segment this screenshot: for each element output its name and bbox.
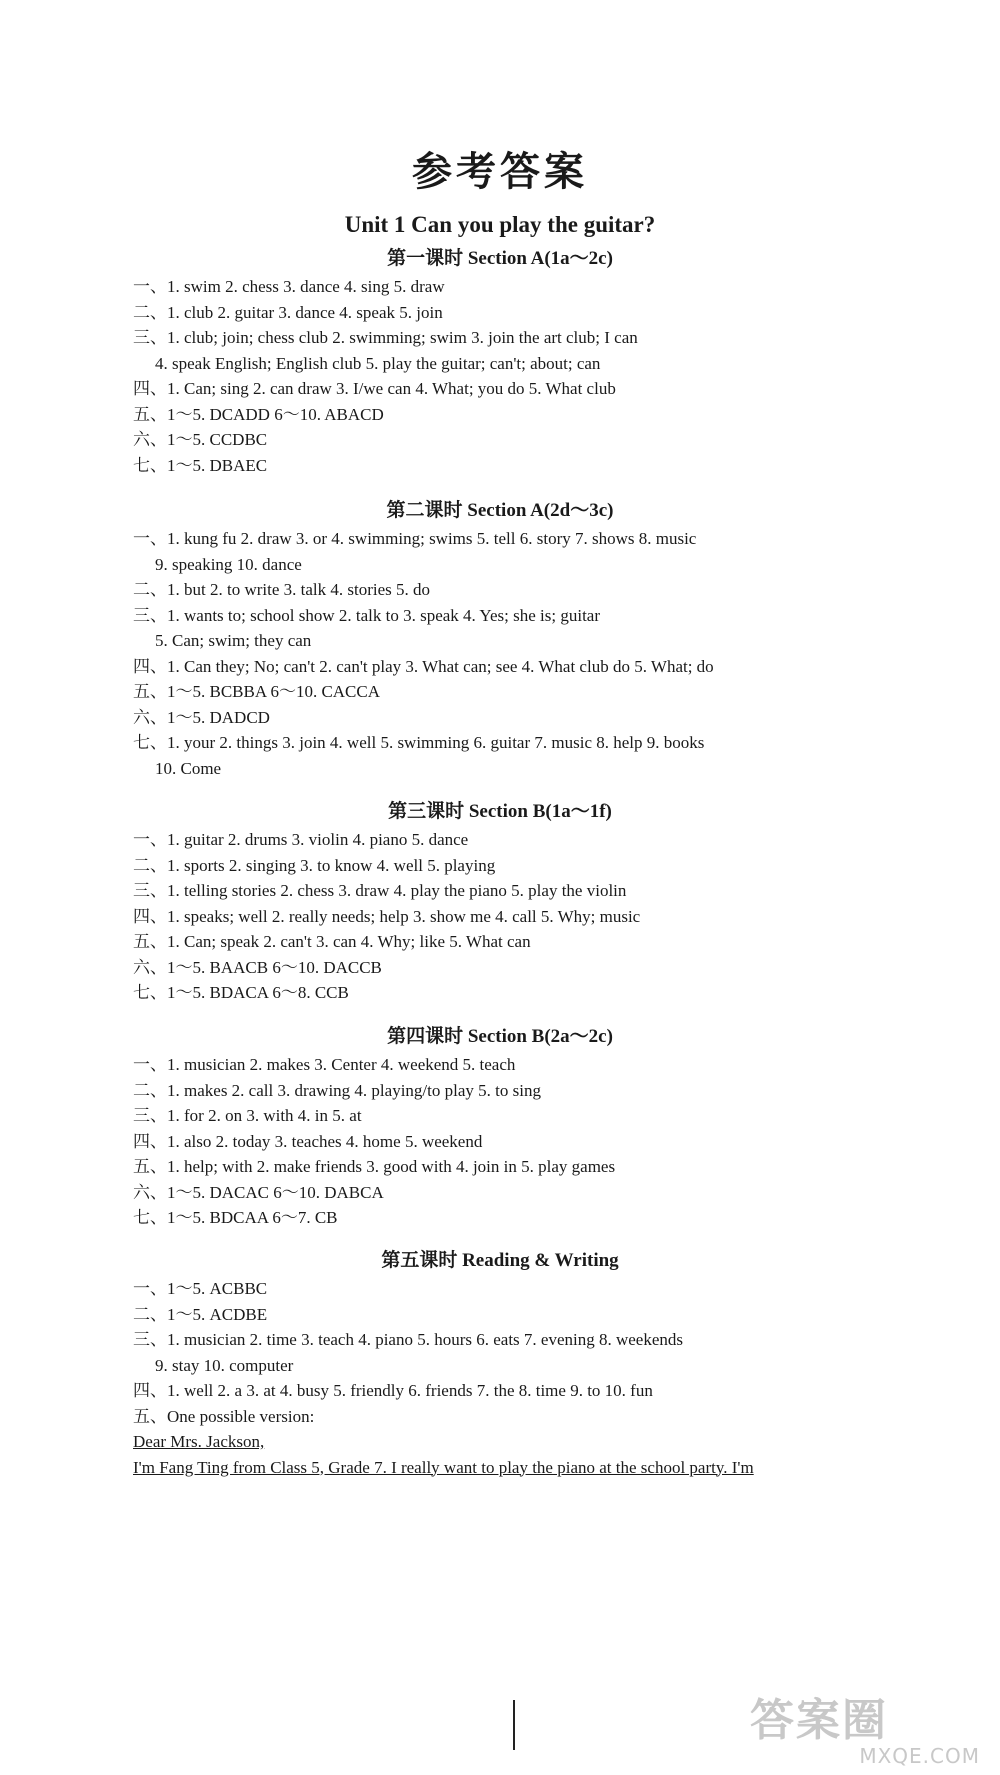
answer-line: 七、1～5. DBAEC	[133, 455, 268, 475]
answer-lines	[0, 827, 1000, 1006]
answer-line: 一、1. guitar 2. drums 3. violin 4. piano 5. dance	[133, 830, 469, 849]
answer-line: 一、1～5. ACBBC	[133, 1279, 268, 1298]
answer-line: 三、1. club; join; chess club 2. swimming; swim 3. join the art club; I can	[133, 328, 638, 347]
answer-line: 七、1～5. BDACA 6～8. CCB	[133, 983, 349, 1002]
section-lesson-3	[0, 797, 1000, 1006]
watermark-logo	[750, 1697, 980, 1767]
answer-lines	[0, 1276, 1000, 1480]
answer-line: 四、1. well 2. a 3. at 4. busy 5. friendly 6. friends 7. the 8. time 9. to 10. fun	[133, 1381, 653, 1400]
answer-line: 三、1. musician 2. time 3. teach 4. piano 5. hours 6. eats 7. evening 8. weekends	[133, 1330, 684, 1349]
answer-line: 五、1～5. BCBBA 6～10. CACCA	[133, 682, 381, 701]
answer-line: 六、1～5. DACAC 6～10. DABCA	[133, 1182, 384, 1202]
section-title: 第一课时 Section A(1a～2c)	[387, 248, 613, 269]
answer-line: 一、1. kung fu 2. draw 3. or 4. swimming; swims 5. tell 6. story 7. shows 8. music	[133, 529, 697, 548]
section-title: 第三课时 Section B(1a～1f)	[388, 801, 612, 822]
page-title: 参考答案	[412, 148, 588, 195]
watermark-text: 答案圈	[750, 1695, 888, 1746]
answer-line: 二、1～5. ACDBE	[133, 1304, 268, 1324]
answer-line: 五、1. Can; speak 2. can't 3. can 4. Why; like 5. What can	[133, 932, 531, 951]
unit-title: Unit 1 Can you play the guitar?	[344, 212, 656, 237]
section-title: 第四课时 Section B(2a～2c)	[387, 1026, 613, 1047]
answer-lines	[0, 274, 1000, 478]
answer-line: 三、1. for 2. on 3. with 4. in 5. at	[133, 1106, 362, 1125]
answer-line: 五、One possible version:	[133, 1406, 315, 1426]
answer-lines	[0, 1052, 1000, 1231]
answer-line: 四、1. Can; sing 2. can draw 3. I/we can 4. What; you do 5. What club	[133, 379, 616, 398]
letter-salutation	[0, 1429, 1000, 1455]
answer-line: 五、1～5. DCADD 6～10. ABACD	[133, 404, 384, 424]
answer-line: 5. Can; swim; they can	[155, 631, 312, 650]
answer-line: 七、1. your 2. things 3. join 4. well 5. swimming 6. guitar 7. music 8. help 9. books	[133, 733, 705, 752]
answer-line: 10. Come	[155, 758, 222, 778]
answer-lines	[0, 526, 1000, 781]
answer-line: 二、1. sports 2. singing 3. to know 4. well 5. playing	[133, 855, 496, 875]
answer-line: 一、1. musician 2. makes 3. Center 4. weekend 5. teach	[133, 1055, 516, 1074]
section-title: 第二课时 Section A(2d～3c)	[386, 500, 614, 521]
section-lesson-5	[0, 1246, 1000, 1480]
answer-line: 9. stay 10. computer	[155, 1355, 294, 1375]
answer-line: 四、1. also 2. today 3. teaches 4. home 5. weekend	[133, 1131, 483, 1151]
answer-line: 六、1～5. CCDBC	[133, 430, 268, 449]
watermark-url: MXQE.COM	[859, 1744, 980, 1768]
salutation-text: Dear Mrs. Jackson,	[133, 1432, 265, 1451]
answer-line: 三、1. telling stories 2. chess 3. draw 4. play the piano 5. play the violin	[133, 881, 627, 900]
section-lesson-1	[0, 244, 1000, 478]
answer-line: 4. speak English; English club 5. play the guitar; can't; about; can	[155, 353, 601, 373]
answer-line: 七、1～5. BDCAA 6～7. CB	[133, 1208, 338, 1227]
answer-line: 一、1. swim 2. chess 3. dance 4. sing 5. draw	[133, 277, 445, 296]
answer-line: 三、1. wants to; school show 2. talk to 3. speak 4. Yes; she is; guitar	[133, 605, 601, 625]
answer-line: 四、1. Can they; No; can't 2. can't play 3. What can; see 4. What club do 5. What; do	[133, 656, 714, 676]
body-text: I'm Fang Ting from Class 5, Grade 7. I really want to play the piano at the school party. I'm	[133, 1457, 754, 1477]
answer-line: 二、1. but 2. to write 3. talk 4. stories 5. do	[133, 580, 431, 599]
section-lesson-2	[0, 496, 1000, 781]
answer-line: 四、1. speaks; well 2. really needs; help 3. show me 4. call 5. Why; music	[133, 906, 641, 926]
section-lesson-4	[0, 1022, 1000, 1231]
answer-line: 9. speaking 10. dance	[155, 554, 302, 574]
page-divider	[513, 1700, 515, 1750]
answer-line: 五、1. help; with 2. make friends 3. good with 4. join in 5. play games	[133, 1157, 616, 1176]
answer-line: 六、1～5. DADCD	[133, 707, 270, 727]
answer-line: 二、1. makes 2. call 3. drawing 4. playing/to play 5. to sing	[133, 1080, 541, 1100]
answer-line: 二、1. club 2. guitar 3. dance 4. speak 5. join	[133, 302, 443, 322]
answer-line: 六、1～5. BAACB 6～10. DACCB	[133, 957, 382, 977]
letter-body-line	[0, 1455, 1000, 1481]
section-title: 第五课时 Reading & Writing	[381, 1250, 619, 1271]
